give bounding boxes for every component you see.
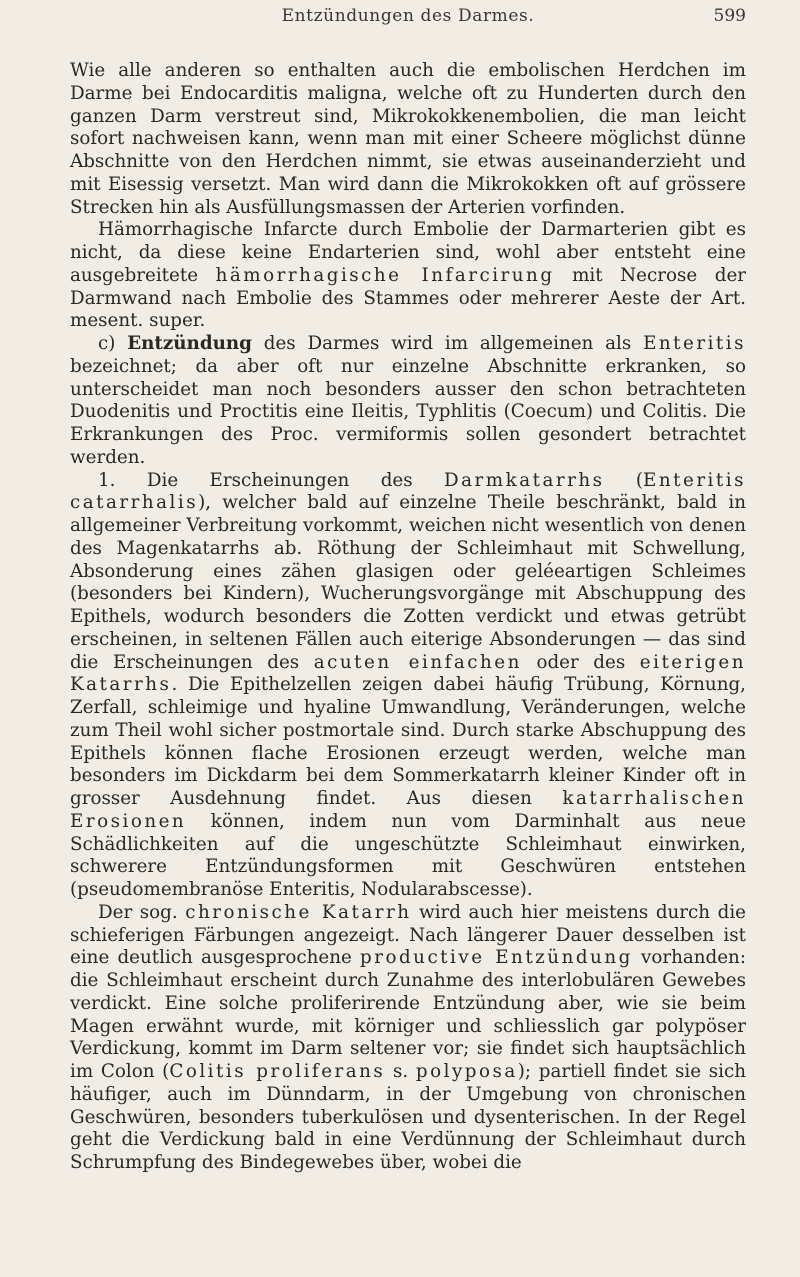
text-run: mit Necrose der Darmwand nach Embolie des Stammes oder mehrerer Aeste der Art. mesent. super.	[70, 264, 746, 332]
spaced-term: eiterigen Katarrhs	[70, 651, 746, 696]
text-run: wird auch hier meistens durch die schieferigen Färbungen angezeigt. Nach längerer Dauer desselben ist eine deutlich ausgesprochene	[70, 901, 746, 969]
bold-term: Entzündung	[127, 333, 252, 354]
text-run: können, indem nun vom Darminhalt aus neue Schädlichkeiten auf die ungeschützte Schleimhaut einwirken, schwerere Entzündungsformen mit Geschwüren entstehen (pseudomembranöse Enteritis, Nodularabscesse).	[70, 810, 746, 900]
paragraph	[70, 219, 746, 333]
paragraph	[70, 333, 746, 470]
text-run: 1. Die Erscheinungen des	[98, 469, 444, 491]
text-run: s.	[385, 1061, 416, 1082]
text-run: oder des	[521, 651, 640, 673]
text-run: . Die Epithelzellen zeigen dabei häufig Trübung, Körnung, Zerfall, schleimige und hyaline Umwandlung, Veränderungen, welche zum Theil wohl sicher postmortale sind. Durch starke Abschuppung des Epithels können flache Erosionen erzeugt werden, welche man besonders im Dickdarm bei dem Sommerkatarrh kleiner Kinder oft in grosser Ausdehnung findet. Aus diesen	[70, 674, 746, 809]
text-run: Wie alle anderen so enthalten auch die embolischen Herdchen im Darme bei Endocarditis maligna, welche oft zu Hunderten durch den ganzen Darm verstreut sind, Mikrokokkenembolien, die man leicht sofort nachweisen kann, wenn man mit einer Scheere möglichst dünne Abschnitte von den Herdchen nimmt, sie etwas auseinanderzieht und mit Eisessig versetzt. Man wird dann die Mikrokokken oft auf grössere Strecken hin als Ausfüllungsmassen der Arterien vorfinden.	[70, 60, 746, 218]
spaced-term: polyposa	[415, 1061, 518, 1082]
spaced-term: acuten einfachen	[313, 651, 522, 673]
text-run: c)	[98, 333, 128, 354]
spaced-term: Enteritis catarrhalis	[70, 469, 746, 514]
running-header	[70, 6, 746, 46]
paragraph	[70, 470, 746, 902]
text-run: des Darmes wird im allgemeinen als	[251, 333, 644, 354]
body-text	[70, 60, 746, 1175]
text-run: ); partiell findet sie sich häufiger, auch im Dünndarm, in der Umgebung von chronischen Geschwüren, besonders tuberkulösen und dysenterischen. In der Regel geht die Verdickung bald in eine Verdünnung der Schleimhaut durch Schrumpfung des Bindegewebes über, wobei die	[70, 1061, 746, 1173]
document-page	[70, 0, 746, 1277]
spaced-term: Enteritis	[643, 333, 747, 354]
page-number: 599	[713, 6, 746, 26]
text-run: vorhanden: die Schleimhaut erscheint durch Zunahme des interlobulären Gewebes verdickt. Eine solche proliferirende Entzündung aber, wie sie beim Magen erwähnt wurde, mit körniger und schliesslich gar polypöser Verdickung, kommt im Darm seltener vor; sie findet sich hauptsächlich im Colon (	[70, 947, 746, 1082]
text-run: (	[604, 469, 644, 491]
paragraph	[70, 902, 746, 1175]
spaced-term: Colitis proliferans	[169, 1061, 386, 1082]
text-run: Hämorrhagische Infarcte durch Embolie der Darmarterien gibt es nicht, da diese keine Endarterien sind, wohl aber entsteht eine ausgebreitete	[70, 219, 746, 286]
running-title: Entzündungen des Darmes.	[281, 6, 535, 26]
text-run: bezeichnet; da aber oft nur einzelne Abschnitte erkranken, so unterscheidet man noch besonders ausser den schon betrachteten Duodenitis und Proctitis eine Ileitis, Typhlitis (Coecum) und Colitis. Die Erkrankungen des Proc. vermiformis sollen gesondert betrachtet werden.	[70, 355, 746, 468]
spaced-term: chronische Katarrh	[185, 901, 412, 923]
spaced-term: productive Entzündung	[360, 947, 633, 969]
spaced-term: hämorrhagische Infarcirung	[215, 264, 555, 286]
spaced-term: katarrhalischen Erosionen	[70, 788, 746, 832]
spaced-term: Darmkatarrhs	[444, 469, 605, 491]
text-run: ), welcher bald auf einzelne Theile beschränkt, bald in allgemeiner Verbreitung vorkommt, weichen nicht wesentlich von denen des Magenkatarrhs ab. Röthung der Schleimhaut mit Schwellung, Absonderung eines zähen glasigen oder geléeartigen Schleimes (besonders bei Kindern), Wucherungsvorgänge mit Abschuppung des Epithels, wodurch besonders die Zotten verdickt und etwas getrübt erscheinen, in seltenen Fällen auch eiterige Absonderungen — das sind die Erscheinungen des	[70, 492, 746, 673]
paragraph	[70, 60, 746, 219]
text-run: Der sog.	[98, 901, 186, 923]
